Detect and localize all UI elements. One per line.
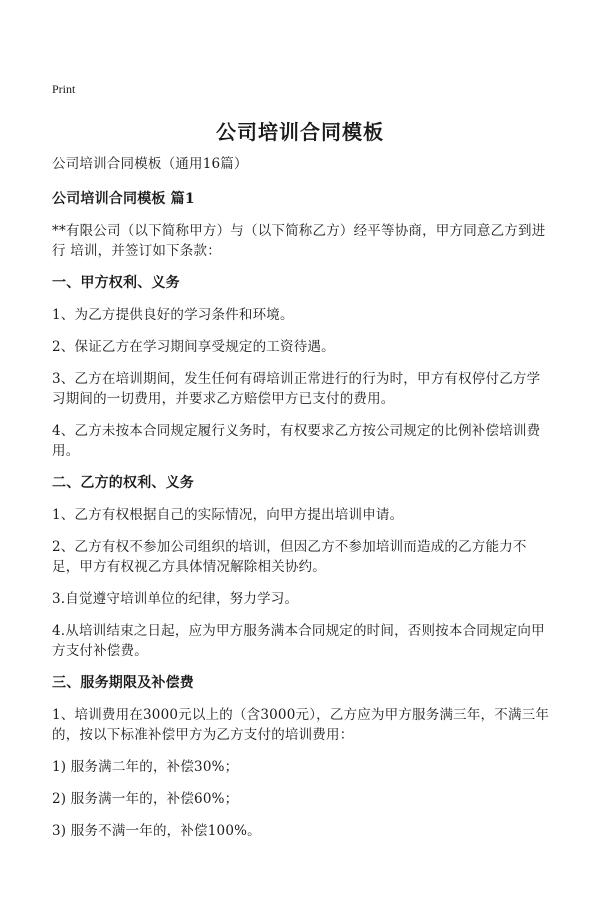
- section-heading-service-term: 三、服务期限及补偿费: [52, 675, 194, 691]
- section-heading-party-a: 一、甲方权利、义务: [52, 275, 180, 291]
- clause-paragraph: 1、培训费用在3000元以上的（含3000元），乙方应为甲方服务满三年，不满三年的，按以下标准补偿甲方为乙方支付的培训费用：: [52, 707, 550, 743]
- intro-paragraph: **有限公司（以下简称甲方）与（以下简称乙方）经平等协商，甲方同意乙方到进行 培训，并签订如下条款：: [52, 223, 546, 259]
- clause-paragraph: 2、保证乙方在学习期间享受规定的工资待遇。: [52, 339, 335, 355]
- document-title: 公司培训合同模板: [216, 120, 384, 144]
- clause-paragraph: 4.从培训结束之日起，应为甲方服务满本合同规定的时间，否则按本合同规定向甲方支付补偿费。: [52, 623, 545, 659]
- clause-paragraph: 4、乙方未按本合同规定履行义务时，有权要求乙方按公司规定的比例补偿培训费用。: [52, 423, 541, 459]
- clause-paragraph: 2、乙方有权不参加公司组织的培训，但因乙方不参加培训而造成的乙方能力不足，甲方有权视乙方具体情况解除相关协约。: [52, 539, 527, 575]
- clause-paragraph: 1) 服务满二年的，补偿30%；: [52, 759, 239, 775]
- document-body: [52, 154, 552, 853]
- clause-paragraph: 3、乙方在培训期间，发生任何有碍培训正常进行的行为时，甲方有权停付乙方学习期间的一切费用，并要求乙方赔偿甲方已支付的费用。: [52, 371, 541, 407]
- clause-paragraph: 3.自觉遵守培训单位的纪律，努力学习。: [52, 591, 299, 607]
- clause-paragraph: 1、乙方有权根据自己的实际情况，向甲方提出培训申请。: [52, 507, 404, 523]
- clause-paragraph: 3) 服务不满一年的，补偿100%。: [52, 823, 261, 839]
- article-heading: 公司培训合同模板 篇1: [52, 191, 195, 207]
- document-subtitle: 公司培训合同模板（通用16篇）: [52, 156, 248, 172]
- print-label: Print: [52, 82, 76, 96]
- clause-paragraph: 2) 服务满一年的，补偿60%；: [52, 791, 239, 807]
- clause-paragraph: 1、为乙方提供良好的学习条件和环境。: [52, 307, 294, 323]
- section-heading-party-b: 二、乙方的权利、义务: [52, 475, 194, 491]
